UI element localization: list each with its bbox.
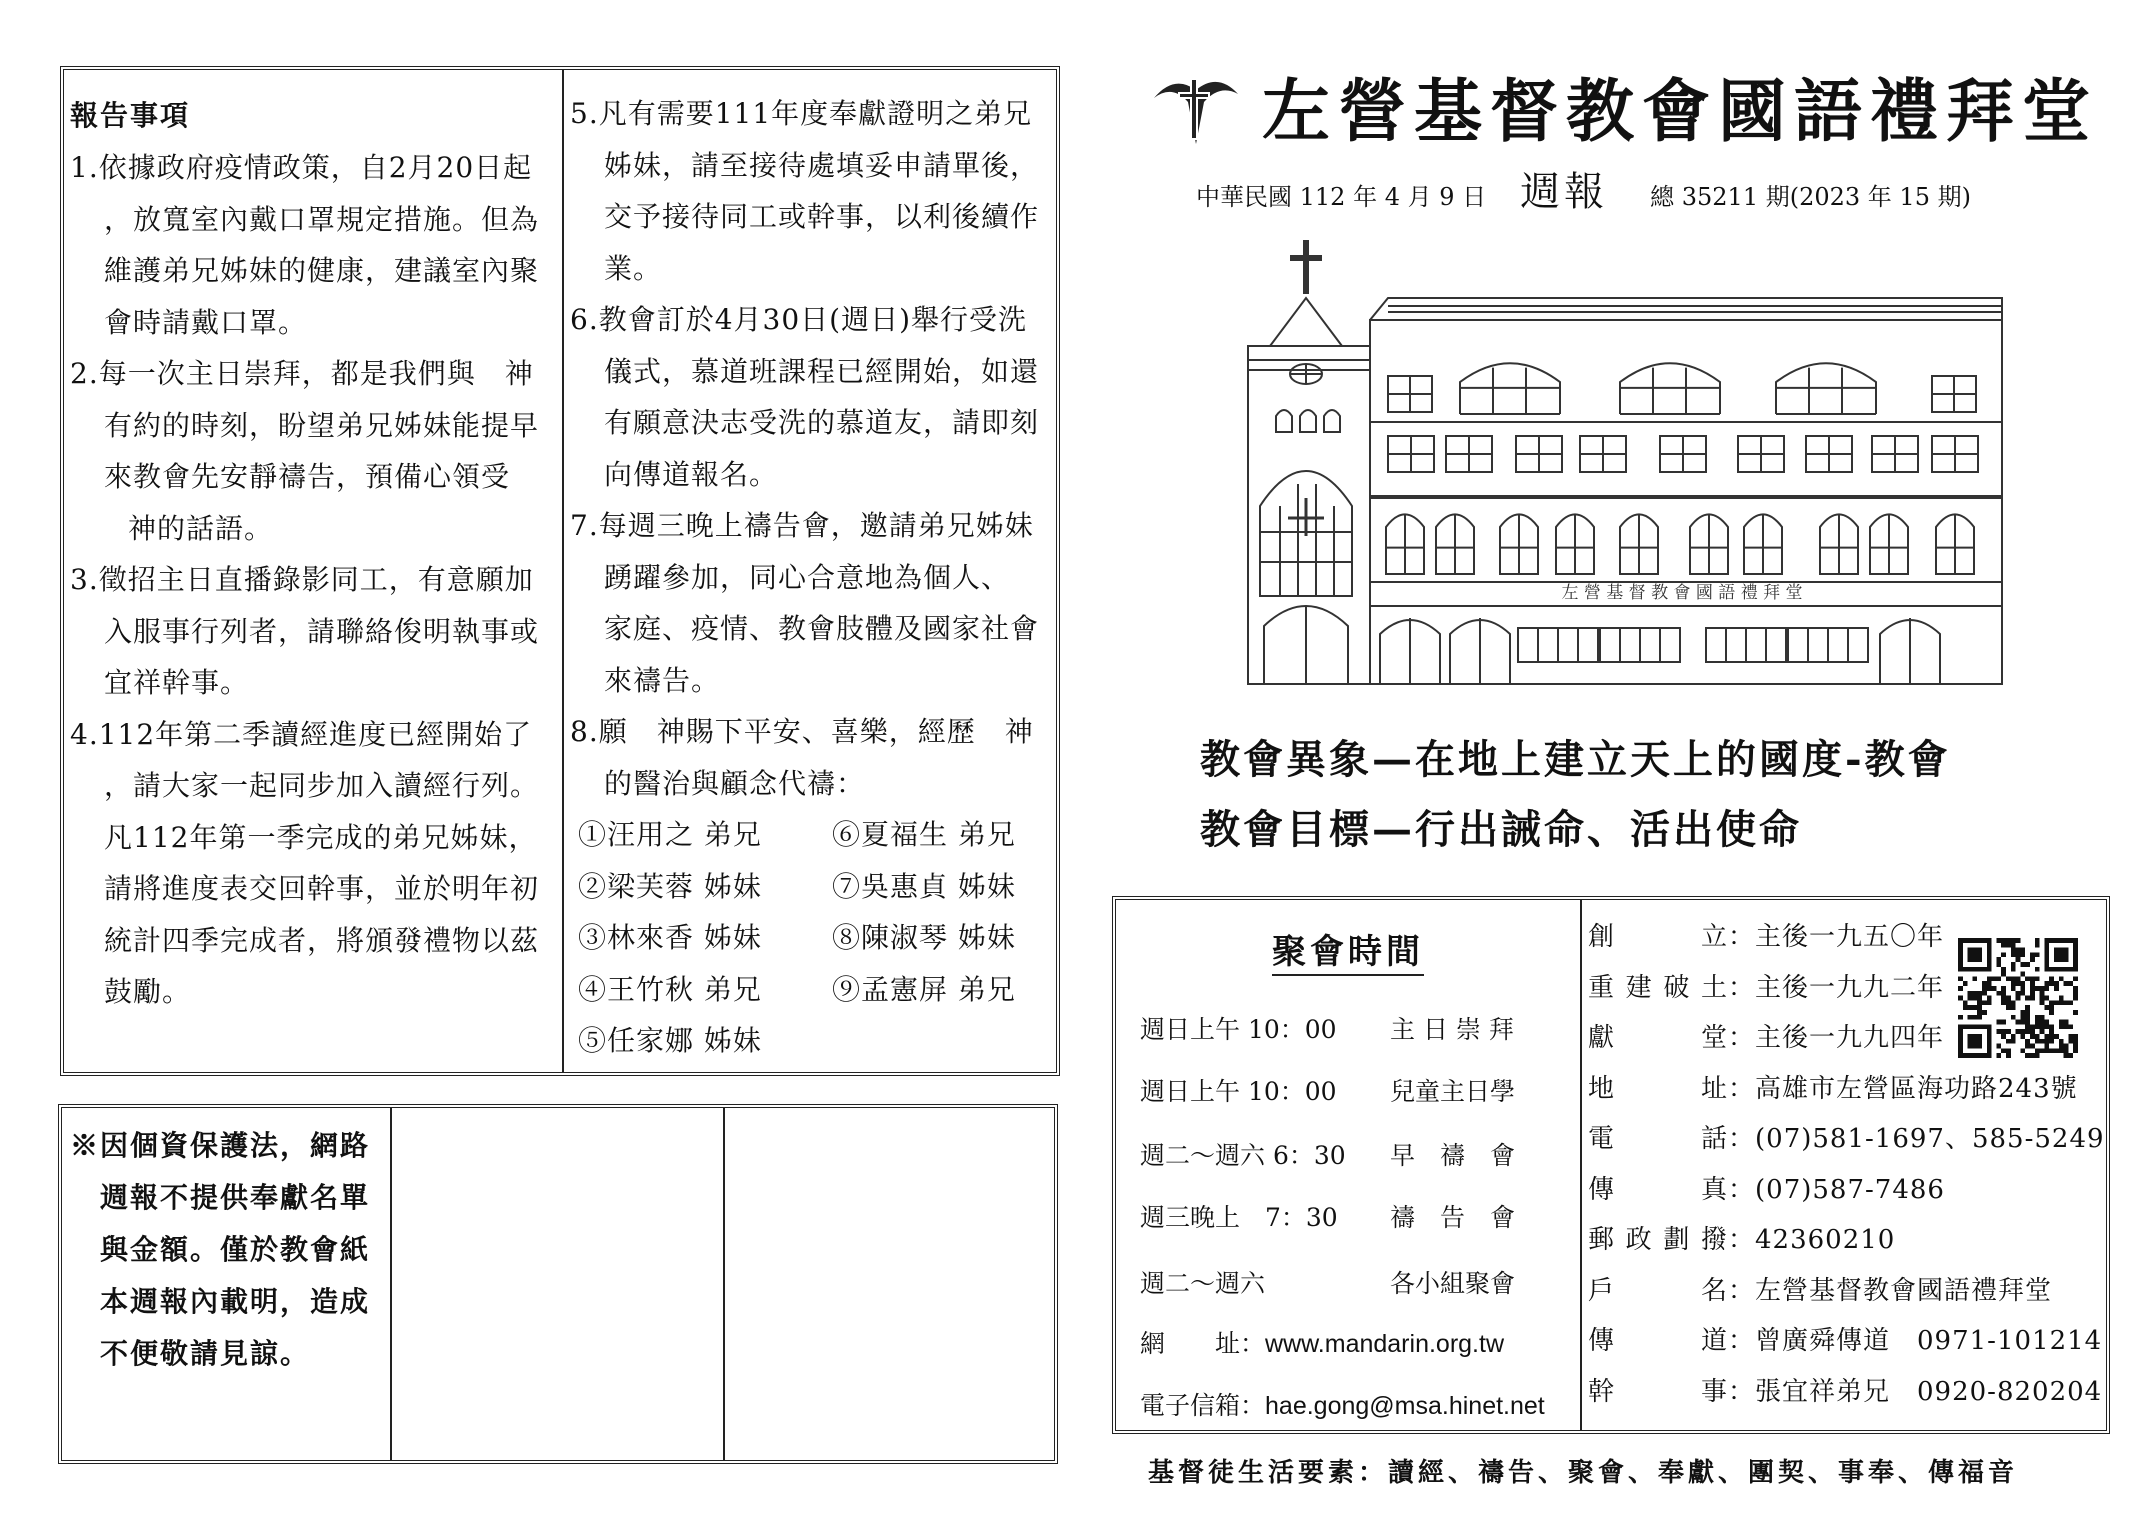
- meeting-name: 早 禱 會: [1390, 1141, 1516, 1170]
- meeting-time: 週二～週六 6：30: [1140, 1141, 1346, 1170]
- announcements-right-column: [564, 70, 1058, 1072]
- announcement-line: 來禱告。: [604, 663, 721, 697]
- announcement-line: 入服事行列者，請聯絡俊明執事或: [104, 614, 540, 648]
- meeting-times-panel: [1116, 900, 1582, 1430]
- offering-box: [58, 1104, 1058, 1464]
- announcement-item: [70, 554, 562, 709]
- fact-value: 張宜祥弟兄 0920-820204: [1755, 1376, 2103, 1407]
- prayer-list-entry: ⑨孟憲屏 弟兄: [832, 972, 1016, 1006]
- announcement-item: [570, 294, 1058, 500]
- email-label: 電子信箱：: [1140, 1391, 1266, 1420]
- announcement-item: [570, 706, 1058, 809]
- fact-separator: ：: [1728, 1275, 1756, 1306]
- announcement-line: 有願意決志受洗的慕道友，請即刻: [604, 406, 1040, 439]
- email-link[interactable]: hae.gong@msa.hinet.net: [1265, 1392, 1545, 1420]
- prayer-list: [570, 809, 1058, 1067]
- offering-notice: [62, 1108, 392, 1460]
- fact-value: 主後一九九二年: [1755, 972, 1945, 1003]
- announcements-left-items: [70, 142, 562, 1018]
- fact-value: (07)581-1697、585-5249: [1755, 1124, 2105, 1154]
- announcement-line: 凡112年第一季完成的弟兄姊妹，: [104, 820, 538, 854]
- meeting-time: 週二～週六: [1140, 1269, 1266, 1298]
- fact-separator: ：: [1728, 1023, 1756, 1053]
- goal-statement: 教會目標—行出誡命、活出使命: [1200, 806, 1802, 853]
- announcement-line: 業。: [604, 251, 663, 285]
- announcement-line: 宜祥幹事。: [104, 666, 250, 699]
- meeting-time: 週三晚上 7：30: [1140, 1203, 1338, 1232]
- vision-statement: 教會異象—在地上建立天上的國度-教會: [1200, 736, 1951, 783]
- qr-code-icon[interactable]: [1958, 938, 2078, 1058]
- website-label: 網 址：: [1140, 1329, 1266, 1358]
- announcement-line: 7.每週三晚上禱告會，邀請弟兄姊妹: [570, 509, 1034, 542]
- meeting-name: 兒童主日學: [1390, 1077, 1516, 1106]
- prayer-list-entry: ②梁芙蓉 姊妹: [578, 869, 762, 903]
- fact-key: 傳道: [1588, 1326, 1728, 1356]
- fact-row: [1588, 1114, 2106, 1165]
- offering-notice-text: [70, 1120, 390, 1380]
- announcement-line: 6.教會訂於4月30日(週日)舉行受洗: [570, 303, 1028, 336]
- fact-value: 曾廣舜傳道 0971-101214: [1755, 1326, 2103, 1356]
- fact-key: 創立: [1588, 922, 1728, 952]
- prayer-list-entry: ③林來香 姊妹: [578, 921, 762, 954]
- announcement-line: 交予接待同工或幹事，以利後續作: [604, 200, 1040, 233]
- prayer-list-entry: ⑤任家娜 姊妹: [578, 1024, 762, 1057]
- announcement-line: 4.112年第二季讀經進度已經開始了: [70, 717, 533, 751]
- announcement-line: 鼓勵。: [104, 975, 192, 1008]
- fact-separator: ：: [1728, 1073, 1756, 1104]
- church-title: 左營基督教會國語禮拜堂: [1262, 72, 2099, 152]
- meeting-name: 禱 告 會: [1390, 1203, 1516, 1232]
- fact-key: 地址: [1588, 1073, 1728, 1104]
- website-row: [1140, 1324, 1504, 1360]
- offering-blank-column-2: [392, 1108, 725, 1460]
- fact-separator: ：: [1728, 1124, 1756, 1154]
- announcement-item: [70, 142, 562, 348]
- announcements-heading: 報告事項: [70, 99, 191, 132]
- announcement-item: [570, 88, 1058, 294]
- announcement-line: ，請大家一起同步加入讀經行列。: [104, 769, 540, 802]
- church-logo-icon: [1150, 68, 1242, 148]
- fact-row: [1588, 1215, 2106, 1266]
- fact-value: 高雄市左營區海功路243號: [1755, 1073, 2078, 1104]
- fact-separator: ：: [1728, 922, 1756, 952]
- fact-row: [1588, 1165, 2106, 1216]
- fact-key: 重建破土: [1588, 972, 1728, 1003]
- meeting-name: 各小組聚會: [1390, 1269, 1516, 1298]
- fact-row: [1588, 1367, 2106, 1418]
- meeting-row: [1140, 1010, 1514, 1046]
- website-link[interactable]: www.mandarin.org.tw: [1265, 1330, 1504, 1358]
- fact-row: [1588, 1266, 2106, 1317]
- meeting-time: 週日上午 10：00: [1140, 1015, 1337, 1044]
- email-row: [1140, 1386, 1545, 1422]
- announcement-item: [570, 500, 1058, 706]
- announcement-item: [70, 348, 562, 554]
- fact-row: [1588, 1064, 2106, 1115]
- announcement-line: 儀式，慕道班課程已經開始，如還: [604, 354, 1040, 388]
- announcement-line: 請將進度表交回幹事，並於明年初: [104, 872, 540, 905]
- announcement-line: 來教會先安靜禱告，預備心領受: [104, 460, 511, 493]
- announcement-line: 有約的時刻，盼望弟兄姊妹能提早: [104, 408, 540, 442]
- meeting-times-title: 聚會時間: [1272, 932, 1424, 976]
- issue-date: 中華民國 112 年 4 月 9 日: [1196, 183, 1487, 211]
- info-box: [1112, 896, 2110, 1434]
- announcement-line: 3.徵招主日直播錄影同工，有意願加: [70, 563, 534, 596]
- fact-value: 主後一九五〇年: [1755, 922, 1945, 952]
- issue-number: 總 35211 期(2023 年 15 期): [1650, 183, 1971, 211]
- fact-row: [1588, 1316, 2106, 1367]
- fact-separator: ：: [1728, 1376, 1756, 1407]
- prayer-list-entry: ⑧陳淑琴 姊妹: [832, 921, 1016, 954]
- meeting-name: 主 日 崇 拜: [1390, 1015, 1514, 1044]
- fact-value: 42360210: [1755, 1225, 1896, 1255]
- announcement-line: 家庭、疫情、教會肢體及國家社會: [604, 612, 1040, 645]
- fact-key: 電話: [1588, 1124, 1728, 1154]
- offering-notice-line: 與金額。僅於教會紙: [100, 1233, 371, 1266]
- fact-key: 傳真: [1588, 1174, 1728, 1205]
- offering-notice-line: ※因個資保護法，網路: [70, 1129, 371, 1162]
- weekly-label: 週報: [1520, 169, 1609, 215]
- fact-key: 郵政劃撥: [1588, 1225, 1728, 1255]
- announcement-line: 會時請戴口罩。: [104, 305, 308, 339]
- meeting-row: [1140, 1198, 1515, 1234]
- announcement-line: 2.每一次主日崇拜，都是我們與 神: [70, 357, 534, 390]
- announcement-line: 統計四季完成者，將頒發禮物以茲: [104, 923, 540, 957]
- fact-separator: ：: [1728, 1174, 1756, 1205]
- fact-key: 幹事: [1588, 1376, 1728, 1407]
- prayer-list-entry: ④王竹秋 弟兄: [578, 972, 762, 1006]
- prayer-list-entry: ①汪用之 弟兄: [578, 818, 762, 851]
- fact-separator: ：: [1728, 1225, 1756, 1255]
- fact-separator: ：: [1728, 1326, 1756, 1356]
- christian-life-footer: 基督徒生活要素：讀經、禱告、聚會、奉獻、團契、事奉、傳福音: [1148, 1458, 2019, 1488]
- offering-notice-line: 不便敬請見諒。: [100, 1337, 311, 1370]
- issue-line: [1196, 160, 1971, 217]
- announcements-left-column: [64, 70, 564, 1072]
- meeting-time: 週日上午 10：00: [1140, 1077, 1337, 1106]
- fact-value: (07)587-7486: [1755, 1174, 1945, 1205]
- meeting-row: [1140, 1136, 1515, 1172]
- announcement-line: 踴躍參加，同心合意地為個人、: [604, 560, 1011, 594]
- fact-key: 獻堂: [1588, 1023, 1728, 1053]
- fact-separator: ：: [1728, 972, 1756, 1003]
- announcement-line: 維護弟兄姊妹的健康，建議室內聚: [104, 254, 540, 287]
- announcement-item: [70, 709, 562, 1018]
- building-sign-text: 左 營 基 督 教 會 國 語 禮 拜 堂: [1561, 583, 1803, 603]
- prayer-list-entry: ⑦吳惠貞 姊妹: [832, 869, 1016, 903]
- announcements-right-items: [570, 88, 1058, 809]
- fact-key: 戶名: [1588, 1275, 1728, 1306]
- announcement-line: 8.願 神賜下平安、喜樂，經歷 神: [570, 715, 1034, 748]
- offering-notice-line: 週報不提供奉獻名單: [100, 1181, 371, 1214]
- announcement-line: 1.依據政府疫情政策，自2月20日起: [70, 151, 533, 184]
- announcement-line: 神的話語。: [128, 511, 274, 545]
- announcement-line: 的醫治與顧念代禱：: [604, 766, 866, 800]
- announcements-box: [60, 66, 1060, 1076]
- announcement-line: 姊妹，請至接待處填妥申請單後，: [604, 148, 1040, 182]
- offering-notice-line: 本週報內載明，造成: [100, 1285, 371, 1318]
- church-building-illustration: [1240, 236, 2010, 688]
- fact-value: 主後一九九四年: [1755, 1023, 1945, 1053]
- fact-value: 左營基督教會國語禮拜堂: [1755, 1275, 2053, 1306]
- announcement-line: 5.凡有需要111年度奉獻證明之弟兄: [570, 97, 1033, 130]
- announcement-line: 向傳道報名。: [604, 457, 779, 491]
- announcement-line: ，放寬室內戴口罩規定措施。但為: [104, 202, 540, 236]
- prayer-list-entry: ⑥夏福生 弟兄: [832, 818, 1016, 851]
- meeting-row: [1140, 1072, 1515, 1108]
- meeting-row: [1140, 1264, 1515, 1300]
